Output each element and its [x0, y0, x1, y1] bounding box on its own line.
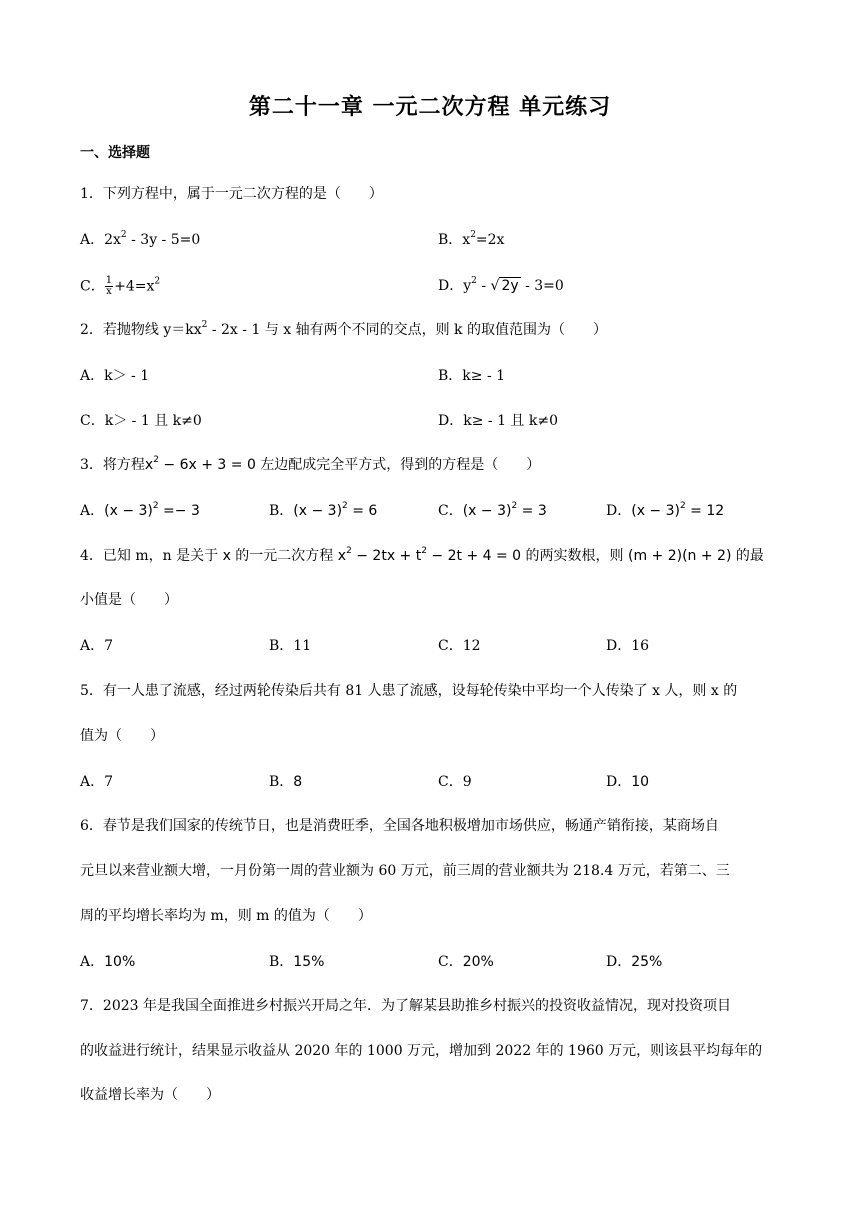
fraction: $\frac{1}{x}$ — [105, 275, 113, 297]
question-2-option-b: B．k≥ - 1 — [438, 368, 506, 384]
question-6-option-b: B．15% — [269, 954, 325, 970]
question-5-option-d: D．10 — [606, 774, 650, 790]
question-4-option-a: A．7 — [80, 638, 114, 654]
question-4-option-b: B．11 — [269, 638, 312, 654]
question-6-option-a: A．10% — [80, 954, 136, 970]
question-2-option-c: C．k＞ - 1 且 k≠0 — [80, 413, 202, 429]
question-1-stem: 1．下列方程中，属于一元二次方程的是（ ） — [80, 186, 383, 202]
question-6-stem-line-1: 6．春节是我们国家的传统节日，也是消费旺季，全国各地积极增加市场供应，畅通产销衔接，某商场自 — [80, 818, 719, 834]
section-heading: 一、选择题 — [80, 145, 150, 161]
question-2-option-d: D．k≥ - 1 且 k≠0 — [438, 413, 558, 429]
question-3-option-d: D．$(x - 3)^2 = 12$ — [606, 501, 725, 519]
question-6-option-c: C．20% — [438, 954, 494, 970]
question-1-option-c: C． $\frac{1}{x}$ $+4=x^2$ — [80, 275, 161, 297]
page-title: 第二十一章 一元二次方程 单元练习 — [248, 95, 612, 120]
equation: $x^2 - 6x + 3 = 0$ — [144, 455, 256, 473]
question-7-stem-line-2: 的收益进行统计，结果显示收益从 2020 年的 1000 万元，增加到 2022 年的 1960 万元，则该县平均每年的 — [80, 1043, 763, 1059]
question-4-option-d: D．16 — [606, 638, 650, 654]
question-3-option-a: A．$(x - 3)^2 =- 3$ — [80, 501, 200, 519]
question-5-option-a: A．7 — [80, 774, 114, 790]
question-4-stem-line-1: 4．已知 m，n 是关于 x 的一元二次方程 $x^2 - 2tx + t^2 - 2t + 4 = 0$ 的两实数根，则 (m + 2)(n + 2) 的最 — [80, 546, 764, 564]
question-5-option-c: C．9 — [438, 774, 472, 790]
question-1-option-b: B．$x^2=2x$ — [438, 230, 505, 248]
question-5-option-b: B．8 — [269, 774, 303, 790]
question-6-option-d: D．25% — [606, 954, 663, 970]
question-1-option-a: A．$2x^2 - 3y - 5=0$ — [80, 230, 201, 248]
question-7-stem-line-3: 收益增长率为（ ） — [80, 1087, 220, 1103]
equation: $x^2 - 2tx + t^2 - 2t + 4 = 0$ — [337, 546, 522, 564]
question-5-stem-line-1: 5．有一人患了流感，经过两轮传染后共有 81 人患了流感，设每轮传染中平均一个人传染了 x 人，则 x 的 — [80, 683, 738, 699]
question-3-stem: 3．将方程$x^2 - 6x + 3 = 0$ 左边配成完全平方式，得到的方程是（ ） — [80, 455, 541, 473]
question-6-stem-line-2: 元旦以来营业额大增，一月份第一周的营业额为 60 万元，前三周的营业额共为 218.4 万元，若第二、三 — [80, 863, 730, 879]
question-2-stem: 2．若抛物线 $y=kx^2 - 2x - 1$ 与 x 轴有两个不同的交点，则 k 的取值范围为（ ） — [80, 320, 607, 338]
question-4-stem-line-2: 小值是（ ） — [80, 592, 178, 608]
question-1-option-d: D．$y^2$ - √ 2y - 3=0 — [438, 276, 564, 294]
question-6-stem-line-3: 周的平均增长率均为 m，则 m 的值为（ ） — [80, 908, 372, 924]
question-3-option-c: C．$(x - 3)^2 = 3$ — [438, 501, 547, 519]
question-4-option-c: C．12 — [438, 638, 481, 654]
question-5-stem-line-2: 值为（ ） — [80, 728, 164, 744]
question-7-stem-line-1: 7．2023 年是我国全面推进乡村振兴开局之年．为了解某县助推乡村振兴的投资收益情况，现对投资项目 — [80, 998, 731, 1014]
question-2-option-a: A．k＞ - 1 — [80, 368, 150, 384]
question-3-option-b: B．$(x - 3)^2 = 6$ — [269, 501, 378, 519]
square-root: √ 2y — [490, 278, 519, 294]
